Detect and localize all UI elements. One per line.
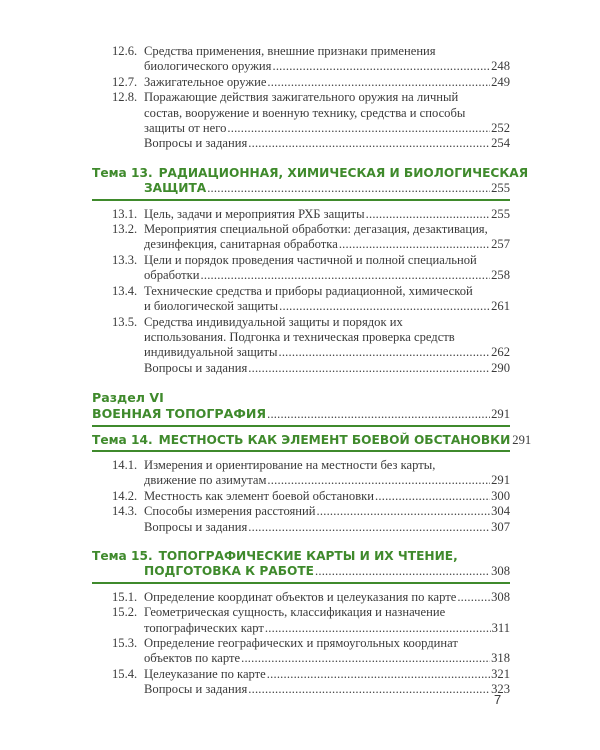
entry-number: 13.3. — [112, 252, 138, 267]
entry-text: Местность как элемент боевой обстановки — [144, 488, 375, 503]
table-of-contents — [92, 44, 532, 698]
toc-entry-14.2[interactable] — [92, 489, 510, 504]
topic-title-line: МЕСТНОСТЬ КАК ЭЛЕМЕНТ БОЕВОЙ ОБСТАНОВКИ — [158, 432, 511, 447]
toc-entry-12.6[interactable] — [92, 59, 510, 74]
entry-text: Технические средства и приборы радиационной, химической — [144, 283, 473, 298]
entry-page: 308 — [491, 589, 510, 604]
entry-page: 291 — [491, 407, 510, 422]
topic-title-line: РАДИАЦИОННАЯ, ХИМИЧЕСКАЯ И БИОЛОГИЧЕСКАЯ — [158, 165, 529, 180]
entry-page: 311 — [491, 620, 510, 635]
toc-entry-13.1[interactable] — [92, 207, 510, 222]
entry-text: дезинфекция, санитарная обработка — [144, 237, 338, 252]
entry-page: 248 — [491, 59, 510, 74]
entry-text: состав, вооружение и военную технику, средства и способы — [144, 105, 466, 120]
entry-number: 12.8. — [112, 90, 138, 105]
entry-page: 291 — [512, 432, 532, 447]
entry-text: Средства индивидуальной защиты и порядок их — [144, 314, 403, 329]
entry-number: 13.4. — [112, 283, 138, 298]
entry-text: биологического оружия — [144, 59, 272, 74]
page-number: 7 — [494, 692, 502, 707]
entry-text: Вопросы и задания — [144, 360, 248, 375]
entry-text: обработки — [144, 268, 200, 283]
entry-number: 13.1. — [112, 206, 138, 221]
dot-leader — [339, 237, 490, 252]
topic-label: Тема 14. — [92, 432, 153, 447]
toc-entry-12.8[interactable] — [92, 90, 510, 105]
entry-page: 307 — [491, 519, 510, 534]
toc-entry-12.8[interactable] — [92, 106, 510, 121]
toc-entry-15.4[interactable] — [92, 667, 510, 682]
entry-number: 13.2. — [112, 222, 138, 237]
dot-leader — [241, 651, 490, 666]
entry-text: Цели и порядок проведения частичной и полной специальной — [144, 252, 477, 267]
section-title-text: ВОЕННАЯ ТОПОГРАФИЯ — [92, 406, 267, 422]
toc-entry-15.2[interactable] — [92, 621, 510, 636]
dot-leader — [248, 361, 490, 376]
entry-text: Измерения и ориентирование на местности без карты, — [144, 457, 436, 472]
topic-title-line: ПОДГОТОВКА К РАБОТЕ — [144, 564, 315, 579]
toc-entry-14.1[interactable] — [92, 473, 510, 488]
entry-page: 291 — [491, 473, 510, 488]
entry-text: Способы измерения расстояний — [144, 504, 316, 519]
toc-entry-14.3[interactable] — [92, 504, 510, 519]
dot-leader — [248, 682, 490, 697]
toc-entry-15.3[interactable] — [92, 651, 510, 666]
dot-leader — [201, 268, 491, 283]
entry-number: 14.2. — [112, 488, 138, 503]
entry-text: Поражающие действия зажигательного оружия на личный — [144, 90, 459, 105]
section-title[interactable] — [92, 406, 510, 422]
dot-leader — [267, 75, 490, 90]
entry-page: 261 — [491, 299, 510, 314]
entry-text: Геометрическая сущность, классификация и назначение — [144, 605, 446, 620]
topic-15-title[interactable] — [92, 564, 510, 579]
toc-questions[interactable] — [92, 682, 510, 697]
section-label: Раздел VI — [92, 390, 164, 406]
entry-page: 249 — [491, 74, 510, 89]
toc-entry-13.2[interactable] — [92, 237, 510, 252]
dot-leader — [267, 473, 490, 488]
toc-entry-13.3[interactable] — [92, 268, 510, 283]
toc-entry-13.5[interactable] — [92, 345, 510, 360]
entry-page: 323 — [491, 682, 510, 697]
entry-text: Вопросы и задания — [144, 136, 248, 151]
dot-leader — [267, 407, 490, 422]
toc-entry-12.8[interactable] — [92, 121, 510, 136]
entry-page: 255 — [491, 181, 510, 196]
dot-leader — [227, 121, 490, 136]
toc-entry-13.5[interactable] — [92, 315, 510, 330]
dot-leader — [248, 520, 490, 535]
entry-text: защиты от него — [144, 121, 227, 136]
entry-page: 255 — [491, 206, 510, 221]
dot-leader — [317, 504, 491, 519]
entry-page: 254 — [491, 136, 510, 151]
entry-number: 15.4. — [112, 666, 138, 681]
entry-page: 262 — [491, 345, 510, 360]
entry-text: Зажигательное оружие — [144, 74, 267, 89]
toc-questions[interactable] — [92, 520, 510, 535]
toc-entry-13.2[interactable] — [92, 222, 510, 237]
topic-title-line: ТОПОГРАФИЧЕСКИЕ КАРТЫ И ИХ ЧТЕНИЕ, — [158, 548, 458, 563]
toc-entry-15.3[interactable] — [92, 636, 510, 651]
topic-13-title[interactable] — [92, 165, 529, 181]
dot-leader — [278, 345, 490, 360]
entry-number: 14.3. — [112, 504, 138, 519]
entry-page: 258 — [491, 268, 510, 283]
entry-text: Цель, задачи и мероприятия РХБ защиты — [144, 206, 365, 221]
toc-entry-13.4[interactable] — [92, 299, 510, 314]
dot-leader — [267, 667, 490, 682]
dot-leader — [366, 207, 490, 222]
topic-14-title[interactable] — [92, 432, 532, 448]
entry-number: 12.6. — [112, 44, 138, 58]
dot-leader — [457, 590, 490, 605]
dot-leader — [315, 564, 490, 579]
toc-entry-12.6[interactable] — [92, 44, 510, 59]
toc-entry-12.7[interactable] — [92, 75, 510, 90]
entry-text: Вопросы и задания — [144, 519, 248, 534]
entry-page: 318 — [491, 651, 510, 666]
entry-number: 15.2. — [112, 605, 138, 620]
entry-page: 252 — [491, 121, 510, 136]
entry-text: Целеуказание по карте — [144, 666, 266, 681]
entry-text: и биологической защиты — [144, 299, 279, 314]
entry-page: 308 — [491, 564, 510, 579]
dot-leader — [265, 621, 491, 636]
entry-number: 15.1. — [112, 589, 138, 604]
toc-entry-14.1[interactable] — [92, 458, 510, 473]
entry-text: движение по азимутам — [144, 473, 267, 488]
toc-entry-13.5[interactable] — [92, 330, 510, 345]
toc-questions[interactable] — [92, 361, 510, 376]
toc-entry-13.3[interactable] — [92, 253, 510, 268]
entry-text: индивидуальной защиты — [144, 345, 278, 360]
dot-leader — [272, 59, 490, 74]
entry-number: 14.1. — [112, 457, 138, 472]
entry-page: 290 — [491, 360, 510, 375]
entry-page: 321 — [491, 666, 510, 681]
entry-text: Мероприятия специальной обработки: дегазация, дезактивация, — [144, 222, 488, 237]
dot-leader — [207, 181, 490, 196]
entry-page: 300 — [491, 488, 510, 503]
topic-label: Тема 15. — [92, 548, 153, 563]
dot-leader — [375, 489, 490, 504]
toc-entry-13.4[interactable] — [92, 284, 510, 299]
entry-number: 12.7. — [112, 74, 138, 89]
entry-text: топографических карт — [144, 620, 264, 635]
entry-text: Определение координат объектов и целеуказания по карте — [144, 589, 457, 604]
entry-text: объектов по карте — [144, 651, 241, 666]
dot-leader — [279, 299, 490, 314]
entry-number: 15.3. — [112, 636, 138, 650]
toc-questions[interactable] — [92, 136, 510, 151]
toc-entry-15.2[interactable] — [92, 605, 510, 620]
entry-page: 257 — [491, 237, 510, 252]
entry-page: 304 — [491, 504, 510, 519]
topic-15-title[interactable] — [92, 549, 510, 564]
toc-entry-15.1[interactable] — [92, 590, 510, 605]
topic-13-title[interactable] — [92, 181, 510, 196]
entry-number: 13.5. — [112, 314, 138, 329]
topic-label: Тема 13. — [92, 165, 153, 180]
entry-text: Вопросы и задания — [144, 682, 248, 697]
entry-text: Определение географических и прямоугольных координат — [144, 636, 458, 650]
dot-leader — [248, 136, 490, 151]
topic-title-line: ЗАЩИТА — [144, 181, 207, 196]
entry-text: использования. Подгонка и техническая проверка средств — [144, 329, 455, 344]
entry-text: Средства применения, внешние признаки применения — [144, 44, 436, 58]
